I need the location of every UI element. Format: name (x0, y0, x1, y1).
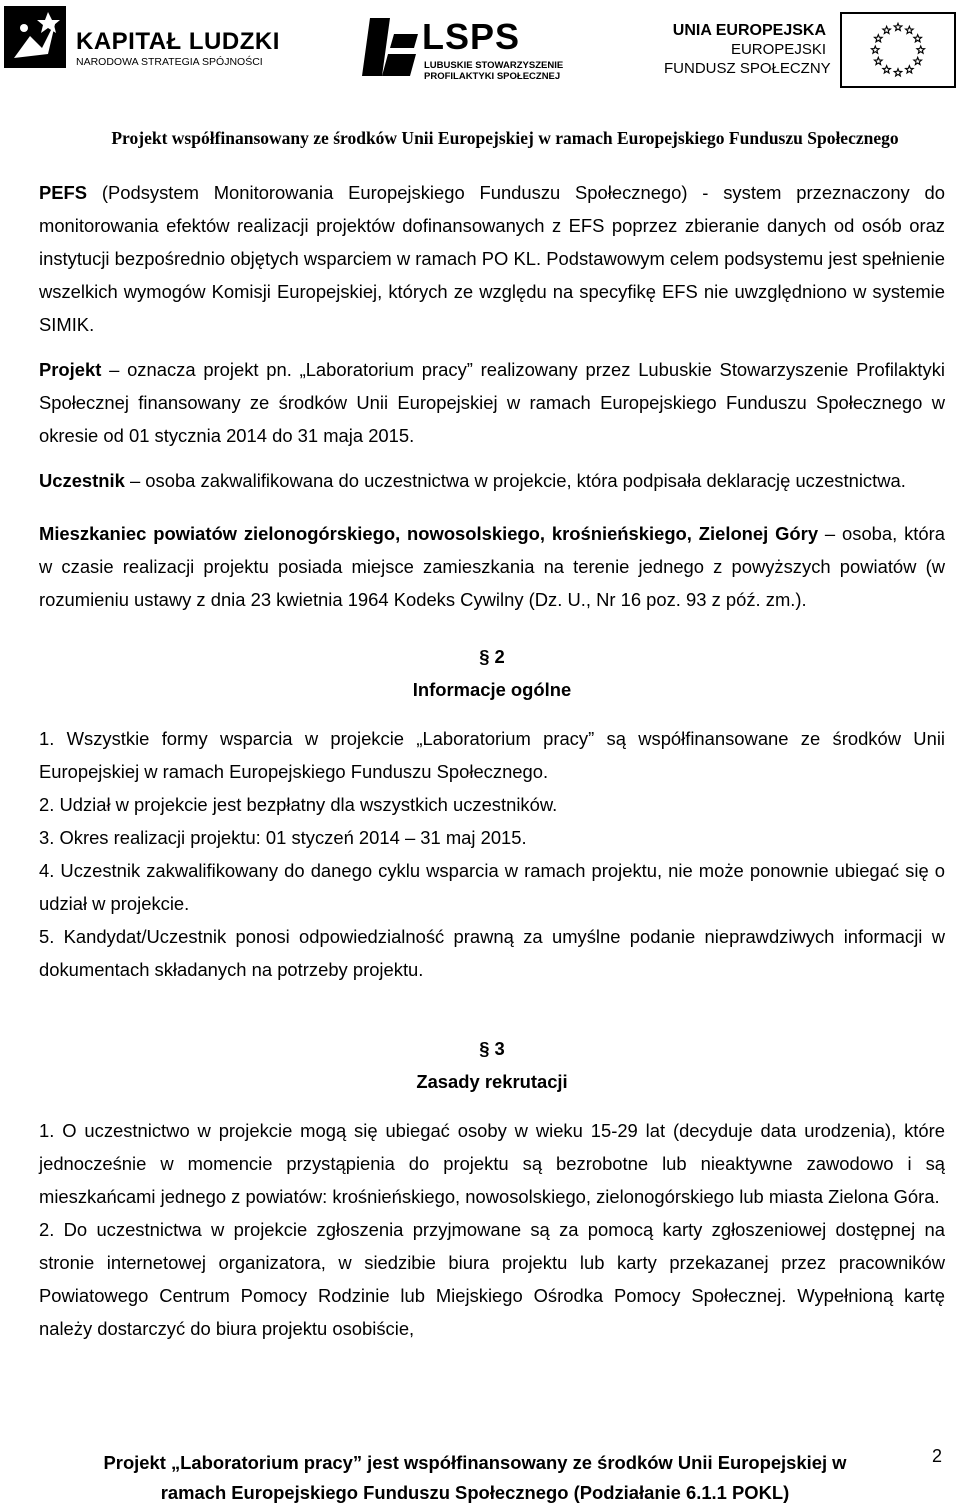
definition-uczestnik (39, 464, 945, 497)
footer-line1: Projekt „Laboratorium pracy” jest współfinansowany ze środków Unii Europejskiej w (103, 1452, 847, 1473)
kapital-ludzki-logo (4, 6, 280, 68)
eu-logo-text (664, 22, 831, 78)
lsps-logo (360, 10, 600, 80)
eu-logo-line3: FUNDUSZ SPOŁECZNY (664, 60, 831, 77)
page-number: 2 (932, 1446, 943, 1466)
kapital-ludzki-subtitle: NARODOWA STRATEGIA SPÓJNOŚCI (76, 56, 263, 68)
eu-flag-star (906, 26, 914, 33)
definition-projekt (39, 353, 945, 452)
eu-flag-star (883, 66, 891, 73)
section-3-number: § 3 (479, 1038, 505, 1059)
lsps-subtitle-line2: PROFILAKTYKI SPOŁECZNEJ (424, 71, 561, 82)
eu-flag-star (906, 66, 914, 73)
eu-flag-star (875, 57, 883, 64)
section-2-item: 3. Okres realizacji projektu: 01 styczeń 2014 – 31 maj 2015. (39, 827, 527, 848)
eu-flag-icon (840, 12, 956, 88)
term-projekt: Projekt (39, 359, 102, 380)
lsps-subtitle (424, 60, 563, 82)
eu-flag-star (914, 57, 922, 64)
lsps-subtitle-line1: LUBUSKIE STOWARZYSZENIE (424, 60, 564, 71)
footer-line2: ramach Europejskiego Funduszu Społecznego (Podziałanie 6.1.1 POKL) (160, 1482, 790, 1503)
document-body (39, 176, 945, 1345)
section-2-item: 1. Wszystkie formy wsparcia w projekcie „Laboratorium pracy” są współfinansowane ze środków Unii Europejskiej w ramach Europejskiego Funduszu Społecznego. (39, 728, 945, 782)
section-3-item: 2. Do uczestnictwa w projekcie zgłoszenia przyjmowane są za pomocą karty zgłoszeniowej dostępnej na stronie internetowej organizatora, w siedzibie biura projektu lub karty przekazanej przez pracowników Powiatowego Centrum Pomocy Rodzinie lub Miejskiego Ośrodka Pomocy Społecznej. Wypełnioną kartę należy dostarczyć do biura projektu osobiście, (39, 1219, 945, 1339)
definition-pefs-text: (Podsystem Monitorowania Europejskiego Funduszu Społecznego) - system przeznaczony do monitorowania efektów realizacji projektów dofinansowanych z EFS poprzez zbieranie danych od osób oraz instytucji bezpośrednio objętych wsparciem w ramach PO KL. Podstawowym celem podsystemu jest spełnienie wszelkich wymogów Komisji Europejskiej, których ze względu na specyfikę EFS nie uwzględniono w systemie SIMIK. (39, 182, 945, 335)
eu-flag-star (875, 35, 883, 42)
section-2-item: 5. Kandydat/Uczestnik ponosi odpowiedzialność prawną za umyślne podanie nieprawdziwych informacji w dokumentach składanych na potrzeby projektu. (39, 926, 945, 980)
section-2-item: 4. Uczestnik zakwalifikowany do danego cyklu wsparcia w ramach projektu, nie może ponownie ubiegać się o udział w projekcie. (39, 860, 945, 914)
kapital-ludzki-emblem-icon (4, 6, 66, 68)
term-uczestnik: Uczestnik (39, 470, 125, 491)
eu-logo-line1: UNIA EUROPEJSKA (672, 22, 826, 39)
term-pefs: PEFS (39, 182, 88, 203)
section-2-title: Informacje ogólne (412, 679, 572, 700)
footer-text (60, 1448, 890, 1508)
section-3-title: Zasady rekrutacji (416, 1071, 568, 1092)
eu-flag-star (917, 46, 925, 53)
definition-mieszkaniec-text: – osoba, która w czasie realizacji projektu posiada miejsce zamieszkania na terenie jednego z powyższych powiatów (w rozumieniu ustawy z dnia 23 kwietnia 1964 Kodeks Cywilny (Dz. U., Nr 16 poz. 93 z póź. zm.). (39, 523, 945, 610)
eu-flag-star (883, 26, 891, 33)
kapital-ludzki-title: KAPITAŁ LUDZKI (76, 28, 280, 55)
eu-flag-star (914, 35, 922, 42)
eu-logo-line2: EUROPEJSKI (730, 41, 826, 58)
lsps-title: LSPS (422, 16, 521, 57)
definition-mieszkaniec (39, 517, 945, 616)
section-3-item: 1. O uczestnictwo w projekcie mogą się ubiegać osoby w wieku 15-29 lat (decyduje data urodzenia), które jednocześnie w momencie przystąpienia do projektu są bezrobotne lub nieaktywne zawodowo i są mieszkańcami jednego z powiatów: krośnieńskiego, nowosolskiego, zielonogórskiego lub miasta Zielona Góra. (39, 1120, 945, 1207)
cofinancing-line: Projekt współfinansowany ze środków Unii Europejskiej w ramach Europejskiego Funduszu Społecznego (111, 128, 899, 148)
eu-flag-star (894, 23, 902, 30)
page-header (0, 0, 960, 100)
section-2-item: 2. Udział w projekcie jest bezpłatny dla wszystkich uczestników. (39, 794, 558, 815)
lsps-emblem-icon (360, 14, 426, 78)
definition-projekt-text: – oznacza projekt pn. „Laboratorium pracy” realizowany przez Lubuskie Stowarzyszenie Profilaktyki Społecznej finansowany ze środków Unii Europejskiej w ramach Europejskiego Funduszu Społecznego w okresie od 01 stycznia 2014 do 31 maja 2015. (39, 359, 945, 446)
definition-uczestnik-text: – osoba zakwalifikowana do uczestnictwa w projekcie, która podpisała deklarację uczestnictwa. (124, 470, 906, 491)
section-2-number: § 2 (479, 646, 505, 667)
eu-logo (664, 12, 956, 88)
term-mieszkaniec: Mieszkaniec powiatów zielonogórskiego, nowosolskiego, krośnieńskiego, Zielonej Góry (39, 523, 819, 544)
eu-flag-star (871, 46, 879, 53)
definition-pefs (39, 176, 945, 341)
eu-flag-star (894, 69, 902, 76)
